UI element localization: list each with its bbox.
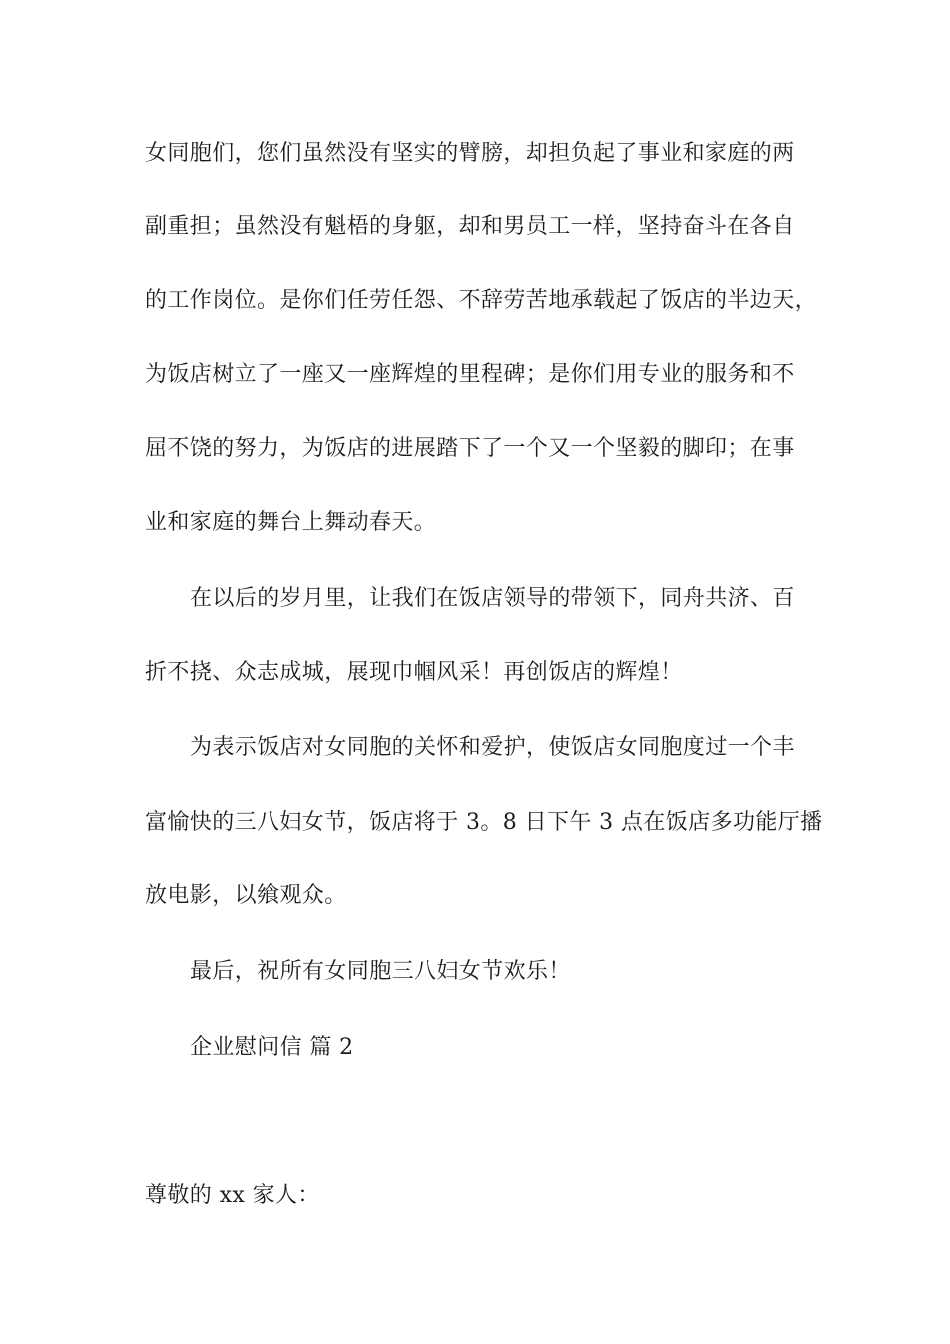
paragraph-line: 的工作岗位。是你们任劳任怨、不辞劳苦地承载起了饭店的半边天， xyxy=(145,288,818,313)
paragraph-line: 折不挠、众志成城，展现巾帼风采！再创饭店的辉煌！ xyxy=(145,660,683,685)
paragraph-line: 为表示饭店对女同胞的关怀和爱护，使饭店女同胞度过一个丰 xyxy=(190,735,795,760)
salutation: 尊敬的 xx 家人： xyxy=(145,1183,320,1208)
paragraph-line: 最后，祝所有女同胞三八妇女节欢乐！ xyxy=(190,959,571,984)
paragraph-line: 业和家庭的舞台上舞动春天。 xyxy=(145,510,437,535)
paragraph-line: 放电影，以飨观众。 xyxy=(145,883,347,908)
paragraph-line: 女同胞们，您们虽然没有坚实的臂膀，却担负起了事业和家庭的两 xyxy=(145,141,795,166)
paragraph-line: 为饭店树立了一座又一座辉煌的里程碑；是你们用专业的服务和不 xyxy=(145,362,795,387)
paragraph-line: 在以后的岁月里，让我们在饭店领导的带领下，同舟共济、百 xyxy=(190,586,795,611)
paragraph-line: 副重担；虽然没有魁梧的身躯，却和男员工一样，坚持奋斗在各自 xyxy=(145,214,795,239)
section-heading: 企业慰问信 篇 2 xyxy=(190,1035,354,1060)
paragraph-line: 富愉快的三八妇女节，饭店将于 3。8 日下午 3 点在饭店多功能厅播 xyxy=(145,810,823,835)
paragraph-line: 屈不饶的努力，为饭店的进展踏下了一个又一个坚毅的脚印；在事 xyxy=(145,436,795,461)
